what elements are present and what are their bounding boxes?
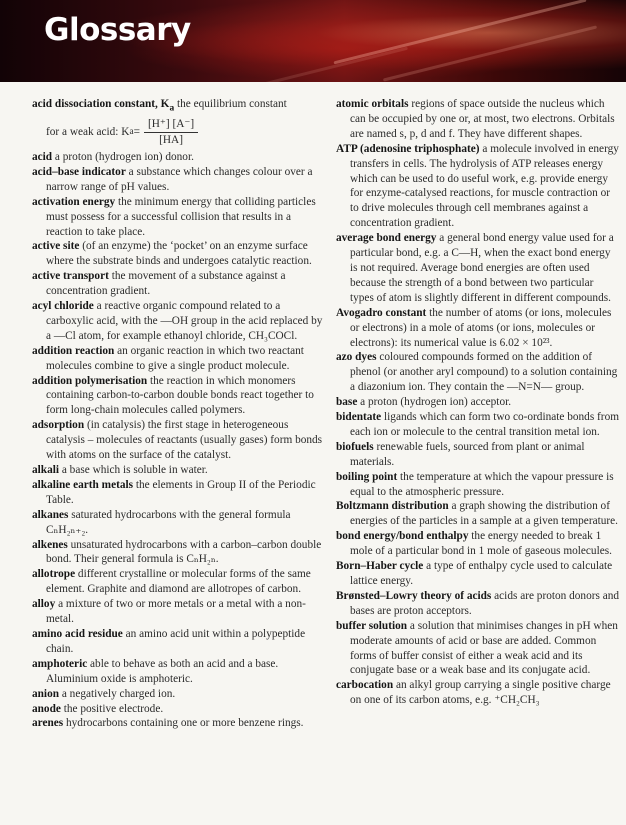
glossary-entry — [32, 150, 324, 165]
glossary-term: addition reaction — [32, 344, 115, 357]
glossary-entry — [336, 142, 620, 231]
glossary-column-right — [336, 97, 620, 708]
glossary-definition: a proton (hydrogen ion) acceptor. — [360, 396, 512, 409]
glossary-entry — [32, 269, 324, 299]
glossary-entry — [32, 716, 324, 731]
glossary-banner — [0, 0, 626, 82]
glossary-term: acid dissociation constant, K — [32, 98, 170, 110]
glossary-definition: the equilibrium constant — [177, 98, 287, 110]
glossary-entry — [336, 306, 620, 351]
glossary-term: active site — [32, 240, 80, 253]
glossary-term: amphoteric — [32, 657, 88, 670]
glossary-entry — [336, 231, 620, 306]
glossary-term: acid–base indicator — [32, 165, 126, 178]
glossary-entry — [336, 440, 620, 470]
glossary-entry — [336, 499, 620, 529]
glossary-definition: ligands which can form two co-ordinate bonds from each ion or molecule to the central transition metal ion. — [350, 411, 620, 438]
glossary-entry — [32, 508, 324, 538]
glossary-entry — [32, 687, 324, 702]
glossary-term: alkanes — [32, 508, 69, 521]
dissociation-formula — [32, 117, 324, 148]
glossary-definition: a negatively charged ion. — [61, 687, 176, 700]
formula-lead: for a weak acid: K — [46, 126, 130, 139]
glossary-term: azo dyes — [336, 351, 377, 364]
glossary-term: anion — [32, 687, 60, 700]
glossary-term: amino acid residue — [32, 627, 123, 640]
glossary-entry — [32, 702, 324, 717]
glossary-entry — [336, 559, 620, 589]
glossary-term: biofuels — [336, 440, 374, 453]
glossary-definition: unsaturated hydrocarbons with a carbon–carbon double bond. Their general formula is CₙH₂ₙ. — [46, 538, 322, 566]
glossary-entry — [336, 395, 620, 410]
glossary-definition: the elements in Group II of the Periodic Table. — [46, 478, 316, 506]
glossary-term: arenes — [32, 717, 64, 730]
glossary-definition: (in catalysis) the first stage in heterogeneous catalysis – molecules of reactants (usually gases) form bonds with atoms on the surface of the catalyst. — [46, 419, 323, 462]
glossary-definition: a molecule involved in energy transfers in cells. The hydrolysis of ATP releases energy which can be used to do useful work, e.g. provide energy for enzyme-catalysed reactions, for muscle contraction or to drive molecules through cell membranes against a concentration gradient. — [350, 142, 619, 230]
glossary-definition: a type of enthalpy cycle used to calculate lattice energy. — [350, 560, 613, 587]
glossary-entry — [32, 299, 324, 344]
glossary-entry — [336, 97, 620, 142]
glossary-definition: a solution that minimises changes in pH when moderate amounts of acid or base are added. Common forms of buffer consist of either a weak acid and its conjugate base or a weak base and its conjugate acid. — [350, 619, 618, 677]
glossary-entry — [336, 410, 620, 440]
glossary-definition: an alkyl group carrying a single positive charge on one of its carbon atoms, e.g. ⁺CH₂CH₃ — [350, 679, 611, 707]
glossary-term: Brønsted–Lowry theory of acids — [336, 589, 492, 602]
glossary-term: carbocation — [336, 679, 394, 692]
glossary-term-subscript: a — [169, 103, 175, 114]
glossary-entry — [32, 165, 324, 195]
glossary-entry — [336, 350, 620, 395]
glossary-term: ATP (adenosine triphosphate) — [336, 142, 480, 155]
glossary-term: bond energy/bond enthalpy — [336, 530, 469, 543]
glossary-definition: a base which is soluble in water. — [61, 464, 208, 476]
glossary-term: base — [336, 396, 358, 409]
glossary-term: acyl chloride — [32, 300, 94, 313]
glossary-entry — [32, 538, 324, 568]
glossary-definition: an amino acid unit within a polypeptide chain. — [46, 627, 306, 655]
glossary-term: average bond energy — [336, 232, 437, 245]
glossary-term: alkaline earth metals — [32, 478, 134, 491]
page-title: Glossary — [44, 12, 191, 48]
glossary-entry — [32, 657, 324, 687]
glossary-entry — [336, 589, 620, 619]
glossary-entry — [32, 195, 324, 240]
glossary-entry — [32, 239, 324, 269]
glossary-definition: a general bond energy value used for a particular bond, e.g. a C—H, when the exact bond energy is not required. Average bond energies are often used because the strength of a bond between two particular types of atom is slightly different in different compounds. — [350, 232, 614, 304]
glossary-term: Born–Haber cycle — [336, 560, 424, 573]
glossary-definition: the movement of a substance against a concentration gradient. — [46, 270, 286, 298]
glossary-definition: acids are proton donors and bases are proton acceptors. — [350, 589, 620, 617]
glossary-entry — [32, 627, 324, 657]
glossary-term: atomic orbitals — [336, 98, 409, 110]
glossary-entry — [336, 470, 620, 500]
glossary-term: alloy — [32, 598, 56, 611]
glossary-definition: renewable fuels, sourced from plant or animal materials. — [350, 440, 585, 468]
glossary-entry — [32, 418, 324, 463]
glossary-entry — [32, 374, 324, 419]
glossary-entry — [336, 619, 620, 679]
glossary-term: boiling point — [336, 470, 398, 483]
glossary-term: Avogadro constant — [336, 306, 427, 319]
glossary-definition: a mixture of two or more metals or a metal with a non-metal. — [46, 598, 306, 626]
glossary-term: buffer solution — [336, 619, 408, 632]
formula-equals: = — [133, 126, 140, 139]
glossary-term: active transport — [32, 270, 109, 283]
glossary-term: anode — [32, 702, 61, 715]
glossary-term: allotrope — [32, 568, 76, 581]
glossary-entry — [32, 344, 324, 374]
formula-numerator: [H⁺] [A⁻] — [144, 117, 198, 133]
glossary-term: alkenes — [32, 538, 68, 551]
glossary-term: adsorption — [32, 419, 85, 432]
glossary-definition: a proton (hydrogen ion) donor. — [54, 150, 194, 163]
glossary-entry — [32, 478, 324, 508]
formula-denominator: [HA] — [159, 134, 183, 147]
glossary-definition: an organic reaction in which two reactant molecules combine to give a single product molecule. — [46, 344, 304, 372]
glossary-definition: a reactive organic compound related to a carboxylic acid, with the —OH group in the acid replaced by a —Cl atom, for example ethanoyl chloride, CH₃COCl. — [46, 300, 323, 342]
glossary-entry — [336, 529, 620, 559]
glossary-definition: (of an enzyme) the ‘pocket’ on an enzyme surface where the substrate binds and undergoes catalytic reaction. — [46, 240, 312, 268]
glossary-definition: regions of space outside the nucleus which can be occupied by one or, at most, two electrons. Orbitals are named s, p, d and f. They have different shapes. — [350, 98, 615, 140]
glossary-definition: the temperature at which the vapour pressure is equal to the atmospheric pressure. — [350, 470, 614, 498]
glossary-term: bidentate — [336, 411, 382, 424]
glossary-entry — [32, 597, 324, 627]
glossary-term: alkali — [32, 464, 59, 476]
glossary-entry — [32, 463, 324, 478]
glossary-entry — [32, 97, 324, 116]
formula-fraction — [144, 117, 198, 148]
glossary-definition: the energy needed to break 1 mole of a particular bond in 1 mole of gaseous molecules. — [350, 530, 612, 558]
glossary-definition: a graph showing the distribution of energies of the particles in a sample at a given temperature. — [350, 500, 618, 528]
glossary-term: acid — [32, 150, 53, 163]
glossary-term: Boltzmann distribution — [336, 500, 449, 513]
glossary-definition: able to behave as both an acid and a base. Aluminium oxide is amphoteric. — [46, 657, 279, 685]
glossary-definition: the reaction in which monomers containing carbon-to-carbon double bonds react together to form long-chain molecules called polymers. — [46, 374, 314, 417]
glossary-definition: saturated hydrocarbons with the general formula CₙH₂ₙ₊₂. — [46, 508, 291, 536]
glossary-term: addition polymerisation — [32, 374, 148, 387]
glossary-definition: hydrocarbons containing one or more benzene rings. — [66, 717, 304, 730]
glossary-column-left — [32, 97, 324, 731]
glossary-definition: the minimum energy that colliding particles must possess for a successful collision that results in a reaction to take place. — [46, 195, 316, 238]
glossary-definition: the positive electrode. — [63, 702, 164, 715]
glossary-term: activation energy — [32, 195, 116, 208]
glossary-definition: a substance which changes colour over a narrow range of pH values. — [46, 165, 313, 193]
glossary-entry — [32, 567, 324, 597]
glossary-definition: the number of atoms (or ions, molecules or electrons) in a mole of atoms (or ions, molecules or electrons): its numerical value is 6.02 × 10²³. — [350, 306, 612, 349]
glossary-definition: different crystalline or molecular forms of the same element. Graphite and diamond are allotropes of carbon. — [46, 568, 311, 596]
glossary-definition: coloured compounds formed on the addition of phenol (or another aryl compound) to a solution containing a diazonium ion. They contain the —N=N— group. — [350, 351, 618, 394]
glossary-entry — [336, 678, 620, 708]
formula-lead-subscript: a — [129, 127, 134, 138]
